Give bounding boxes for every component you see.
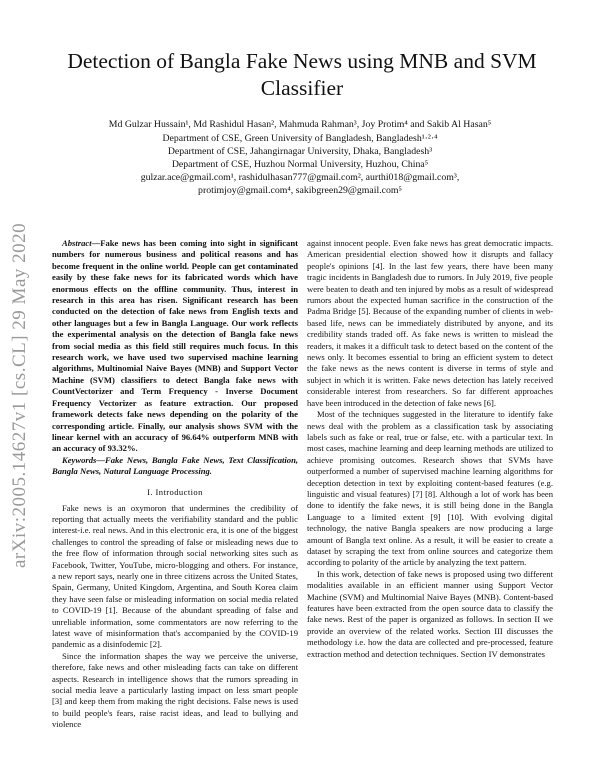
left-column [52, 238, 298, 731]
keywords-text: Fake News, Bangla Fake News, Text Classification, Bangla News, Natural Language Processing. [52, 454, 298, 477]
body-paragraph: against innocent people. Even fake news has great democratic impacts. American presidential election showed how it disrupts and fallacy people's opinions [4]. In the last few years, there have been many tragic incidents in Bangladesh due to rumors. In July 2019, five people were beaten to death and ten injured by mobs as a result of widespread rumors about the expected human sacrifice in the construction of the Padma Bridge [5]. Because of the expanding number of clients in web-based life, news can be immediately distributed by anyone, and its credibility stands traded off. As fake news is written to mislead the readers, it makes it a difficult task to detect based on the content of the news only. It becomes essential to bring an efficient system to detect the fake news as the news content is diverse in terms of style and subject in which it is written. Fake news detection has lately received considerable interest from researchers. So far different approaches have been introduced in the detection of fake news [6]. [307, 238, 553, 408]
email-line: protimjoy@gmail.com⁴, sakibgreen29@gmail.com⁵ [198, 185, 402, 196]
section-heading: I. Introduction [147, 486, 203, 497]
body-paragraph: In this work, detection of fake news is proposed using two different modalities available in an efficient manner using Support Vector Machine (SVM) and Multinomial Naive Bayes (MNB). Content-based features have been extracted from the open source data to classify the fake news. Rest of the paper is organized as follows. In section II we provide an overview of the related works. Section III discusses the methodology i.e. how the data are collected and pre-processed, feature extraction method and detection techniques. Section IV demonstrates [307, 568, 553, 659]
abstract-text: Fake news has been coming into sight in significant numbers for numerous business and political reasons and has become frequent in the online world. People can get contaminated easily by these fake news for its fabricated words which have enormous effects on the offline community. Thus, interest in research in this area has risen. Significant research has been conducted on the detection of fake news from English texts and other languages but a few in Bangla Language. Our work reflects the experimental analysis on the detection of Bangla fake news from social media as this field still requires much focus. In this research work, we have used two supervised machine learning algorithms, Multinomial Naive Bayes (MNB) and Support Vector Machine (SVM) classifiers to detect Bangla fake news with CountVectorizer and Term Frequency - Inverse Document Frequency Vectorizer as feature extraction. Our proposed framework detects fake news depending on the polarity of the corresponding article. Finally, our analysis shows SVM with the linear kernel with an accuracy of 96.64% outperform MNB with an accuracy of 93.32%. [52, 238, 298, 454]
body-paragraph: Fake news is an oxymoron that undermines the credibility of reporting that actually meets the verifiability standard and the public interest-i.e. real news. And in this electronic era, it is one of the biggest challenges to control the spreading of false or misleading news due to the free flow of information through social networking sites such as Facebook, Twitter, YouTube, micro-blogging and others. For instance, a new report says, nearly one in three citizens across the United States, Spain, Germany, United Kingdom, Argentina, and South Korea claim they have seen false or misleading information on social media related to COVID-19 [1]. Because of the abundant spreading of false and unreliable information, some commentators are now referring to the latest wave of misinformation that's accompanied by the COVID-19 pandemic as a disinfodemic [2]. [52, 502, 298, 650]
arxiv-stamp: arXiv:2005.14627v1 [cs.CL] 29 May 2020 [9, 222, 30, 568]
affiliation-line: Department of CSE, Huzhou Normal University, Huzhou, China⁵ [171, 159, 429, 170]
right-column [307, 238, 553, 660]
email-line: gulzar.ace@gmail.com¹, rashidulhasan777@gmail.com², aurthi018@gmail.com³, [140, 172, 460, 183]
author-block [40, 118, 560, 197]
keywords-label: Keywords [62, 454, 97, 465]
body-paragraph: Since the information shapes the way we perceive the universe, therefore, fake news and other misleading facts can take on different aspects. Research in intelligence shows that the rumors spreading in social media leave a particularly lasting impact on less smart people [3] and keep them from making the right decisions. False news is used to build people's fears, raise racist ideas, and lead to bullying and violence [52, 650, 298, 730]
affiliation-line: Department of CSE, Jahangirnagar University, Dhaka, Bangladesh³ [167, 146, 433, 157]
affiliation-line: Department of CSE, Green University of Bangladesh, Bangladesh¹·²·⁴ [162, 133, 438, 144]
index-terms: Keywords—Fake News, Bangla Fake News, Text Classification, Bangla News, Natural Language Processing. [52, 454, 298, 477]
author-names: Md Gulzar Hussain¹, Md Rashidul Hasan², Mahmuda Rahman³, Joy Protim⁴ and Sakib Al Hasan⁵ [108, 119, 492, 130]
abstract-label: Abstract [62, 238, 92, 248]
body-paragraph: Most of the techniques suggested in the literature to identify fake news deal with the problem as a classification task by associating labels such as fake or real, true or false, etc. with a particular text. In most cases, machine learning and deep learning methods are utilized to achieve promising outcomes. Research shows that SVMs have outperformed a number of supervised machine learning algorithms for deception detection in text by exploiting content-based features (e.g. linguistic and visual features) [7] [8]. Although a lot of work has been done to identify the fake news, it is still being done in the Bangla Language to a limited extent [9] [10]. With evolving digital technology, the native Bangla speakers are now producing a large amount of Bangla text online. As a result, it will be easier to create a dataset by scraping the text from online sources and categorize them according to polarity of the article by analyzing the text pattern. [307, 409, 553, 568]
abstract: Abstract—Fake news has been coming into sight in significant numbers for numerous business and political reasons and has become frequent in the online world. People can get contaminated easily by these fake news for its fabricated words which have enormous effects on the offline community. Thus, interest in research in this area has risen. Significant research has been conducted on the detection of fake news from English texts and other languages but a few in Bangla Language. Our work reflects the experimental analysis on the detection of Bangla fake news from social media as this field still requires much focus. In this research work, we have used two supervised machine learning algorithms, Multinomial Naive Bayes (MNB) and Support Vector Machine (SVM) classifiers to detect Bangla fake news with CountVectorizer and Term Frequency - Inverse Document Frequency Vectorizer as feature extraction. Our proposed framework detects fake news depending on the polarity of the corresponding article. Finally, our analysis shows SVM with the linear kernel with an accuracy of 96.64% outperform MNB with an accuracy of 93.32%. [52, 238, 298, 454]
paper-title: Detection of Bangla Fake News using MNB and SVM Classifier [67, 49, 537, 100]
